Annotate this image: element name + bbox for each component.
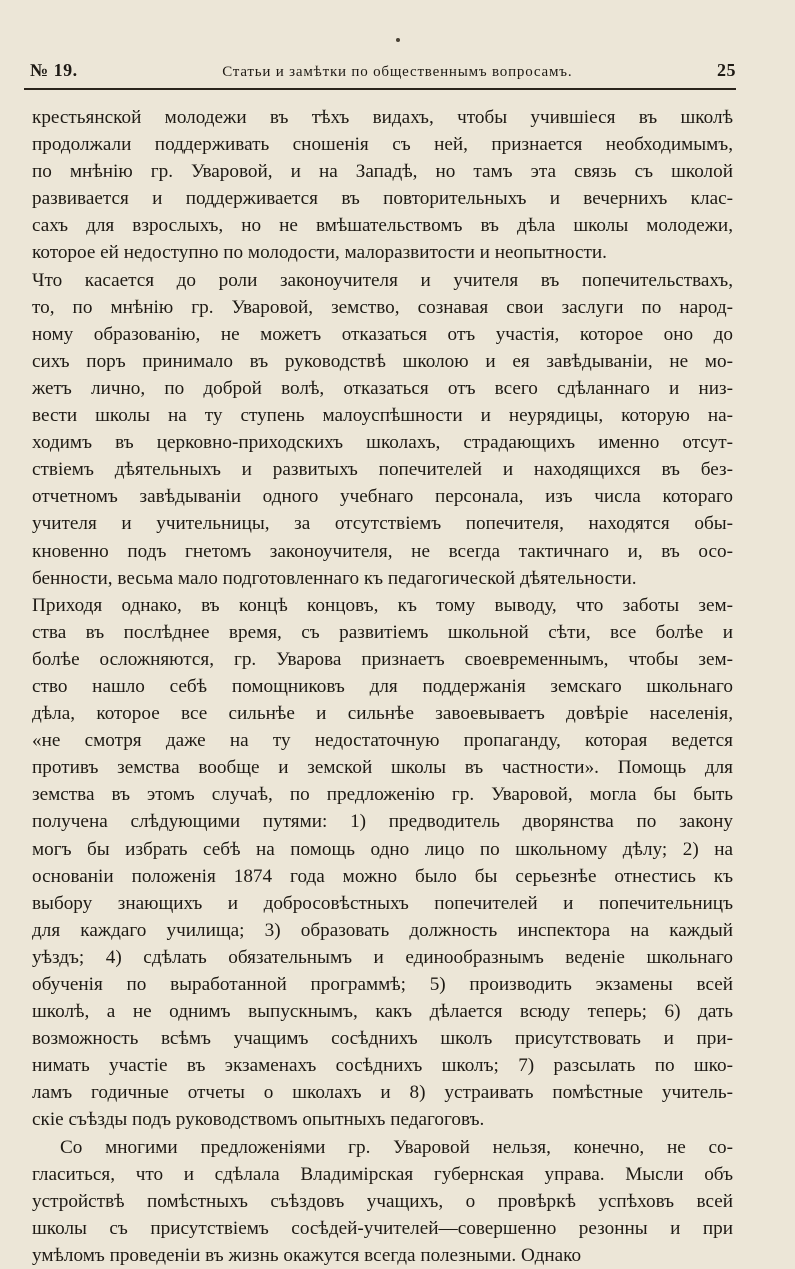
text-line: земства въ этомъ случаѣ, по предложенію гр. Уваровой, могла бы быть bbox=[32, 784, 733, 806]
page-number: 25 bbox=[716, 60, 736, 80]
header-rule bbox=[24, 88, 736, 90]
text-line: устройствѣ помѣстныхъ съѣздовъ учащихъ, о провѣркѣ успѣховъ всей bbox=[32, 1190, 733, 1212]
text-line: «не смотря даже на ту недостаточную пропаганду, которая ведется bbox=[32, 730, 733, 752]
text-line: ламъ годичные отчеты о школахъ и 8) устраивать помѣстные учитель- bbox=[32, 1082, 733, 1104]
text-line: противъ земства вообще и земской школы въ частности». Помощь для bbox=[32, 757, 733, 779]
text-line: уѣздъ; 4) сдѣлать обязательнымъ и единообразнымъ веденіе школьнаго bbox=[32, 946, 733, 968]
text-line: могъ бы избрать себѣ на помощь одно лицо по школьному дѣлу; 2) на bbox=[32, 838, 733, 860]
text-line: ному образованію, не можетъ отказаться отъ участія, которое оно до bbox=[32, 323, 733, 345]
text-line: ствіемъ дѣятельныхъ и развитыхъ попечителей и находящихся въ без- bbox=[32, 459, 733, 481]
text-line: сихъ поръ принимало въ руководствѣ школою и ея завѣдываніи, не мо- bbox=[32, 350, 733, 372]
text-line: ства въ послѣднее время, съ развитіемъ школьной сѣти, все болѣе и bbox=[32, 621, 733, 643]
text-line: для каждаго училища; 3) образовать должность инспектора на каждый bbox=[32, 919, 733, 941]
text-line: жетъ лично, по доброй волѣ, отказаться отъ всего сдѣланнаго и низ- bbox=[32, 377, 733, 399]
issue-number: № 19. bbox=[30, 60, 78, 80]
text-line: отчетномъ завѣдываніи одного учебнаго персонала, изъ числа котораго bbox=[32, 486, 733, 508]
text-line: умѣломъ проведеніи въ жизнь окажутся всегда полезными. Однако bbox=[32, 1244, 582, 1266]
text-line: основаніи положенія 1874 года можно было бы серьезнѣе отнестись къ bbox=[32, 865, 733, 887]
text-line: получена слѣдующими путями: 1) предводитель дворянства по закону bbox=[32, 811, 733, 833]
text-line: школы съ присутствіемъ сосѣдей-учителей—совершенно резонны и при bbox=[32, 1217, 733, 1239]
text-line: нимать участіе въ экзаменахъ сосѣднихъ школъ; 7) разсылать по шко- bbox=[32, 1055, 733, 1077]
text-line: скіе съѣзды подъ руководствомъ опытныхъ педагоговъ. bbox=[32, 1109, 485, 1131]
text-line: бенности, весьма мало подготовленнаго къ педагогической дѣятельности. bbox=[32, 567, 637, 589]
text-line: выбору знающихъ и добросовѣстныхъ попечителей и попечительницъ bbox=[32, 892, 733, 914]
text-line: которое ей недоступно по молодости, малоразвитости и неопытности. bbox=[32, 242, 607, 264]
text-line: гласиться, что и сдѣлала Владимірская губернская управа. Мысли объ bbox=[32, 1163, 733, 1185]
text-line: по мнѣнію гр. Уваровой, и на Западѣ, но тамъ эта связь съ школой bbox=[32, 161, 733, 183]
text-line: развивается и поддерживается въ повторительныхъ и вечернихъ клас- bbox=[32, 188, 733, 210]
text-line: болѣе осложняются, гр. Уварова признаетъ своевременнымъ, чтобы зем- bbox=[32, 648, 733, 670]
text-line: Со многими предложеніями гр. Уваровой нельзя, конечно, не со- bbox=[60, 1136, 733, 1158]
text-line: учителя и учительницы, за отсутствіемъ попечителя, находятся обы- bbox=[32, 513, 733, 535]
running-header bbox=[30, 60, 736, 87]
ink-speck bbox=[396, 38, 400, 42]
text-line: дѣла, которое все сильнѣе и сильнѣе завоевываетъ довѣріе населенія, bbox=[32, 703, 733, 725]
text-line: крестьянской молодежи въ тѣхъ видахъ, чтобы учившіеся въ школѣ bbox=[32, 107, 733, 128]
body-text bbox=[32, 104, 733, 1269]
text-line: сахъ для взрослыхъ, но не вмѣшательствомъ въ дѣла школы молодежи, bbox=[32, 215, 733, 237]
text-line: школѣ, а не однимъ выпускнымъ, какъ дѣлается всюду теперь; 6) дать bbox=[32, 1001, 733, 1023]
text-line: продолжали поддерживать сношенія съ ней, признается необходимымъ, bbox=[32, 134, 733, 156]
text-line: вести школы на ту ступень малоуспѣшности и неурядицы, которую на- bbox=[32, 405, 733, 427]
text-line: то, по мнѣнію гр. Уваровой, земство, сознавая свои заслуги по народ- bbox=[32, 296, 733, 318]
text-line: возможность всѣмъ учащимъ сосѣднихъ школъ присутствовать и при- bbox=[32, 1028, 733, 1050]
text-line: Приходя однако, въ концѣ концовъ, къ тому выводу, что заботы зем- bbox=[32, 594, 733, 616]
text-line: ходимъ въ церковно-приходскихъ школахъ, страдающихъ именно отсут- bbox=[32, 432, 733, 454]
text-line: обученія по выработанной программѣ; 5) производить экзамены всей bbox=[32, 974, 733, 995]
running-title: Статьи и замѣтки по общественнымъ вопросамъ. bbox=[222, 64, 573, 80]
text-line: кновенно подъ гнетомъ законоучителя, не всегда тактичнаго и, въ осо- bbox=[32, 540, 733, 562]
text-line: ство нашло себѣ помощниковъ для поддержанія земскаго школьнаго bbox=[32, 675, 733, 697]
text-line: Что касается до роли законоучителя и учителя въ попечительствахъ, bbox=[32, 269, 733, 291]
